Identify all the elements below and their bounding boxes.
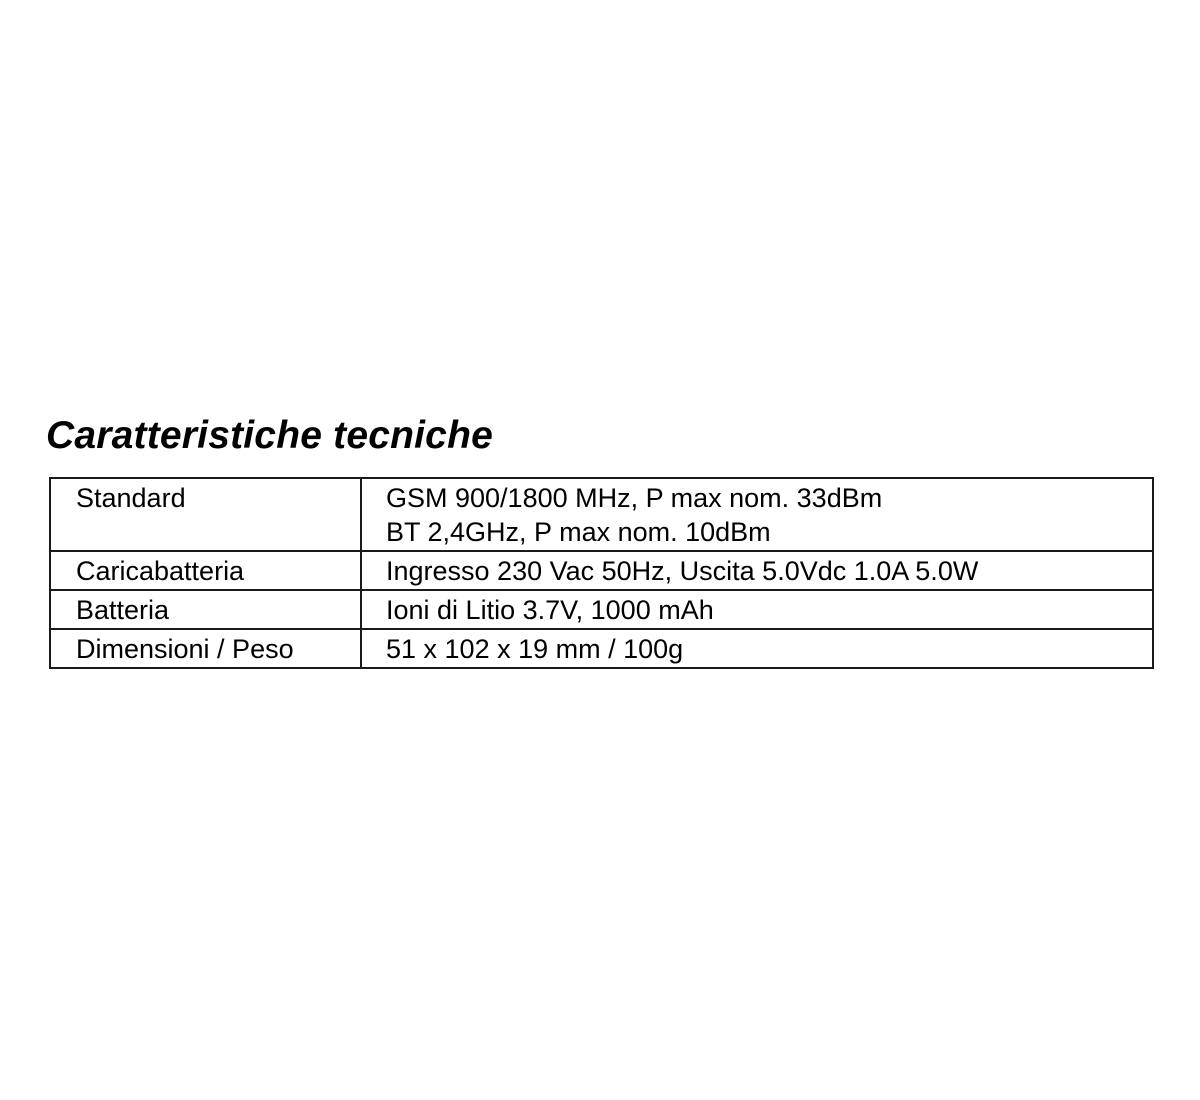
table-row (50, 629, 1153, 668)
spec-label: Standard (50, 478, 361, 551)
spec-value-line: Ioni di Litio 3.7V, 1000 mAh (386, 595, 714, 625)
spec-value-line: GSM 900/1800 MHz, P max nom. 33dBm (386, 483, 883, 513)
table-row (50, 478, 1153, 551)
spec-value (361, 590, 1153, 629)
spec-value (361, 551, 1153, 590)
spec-value (361, 478, 1153, 551)
table-row (50, 590, 1153, 629)
spec-value-line: Ingresso 230 Vac 50Hz, Uscita 5.0Vdc 1.0A 5.0W (386, 556, 979, 586)
specs-table (49, 477, 1154, 669)
spec-label: Dimensioni / Peso (50, 629, 361, 668)
spec-value (361, 629, 1153, 668)
spec-label: Batteria (50, 590, 361, 629)
spec-value-line: 51 x 102 x 19 mm / 100g (386, 634, 684, 664)
page-title: Caratteristiche tecniche (46, 414, 493, 457)
spec-label: Caricabatteria (50, 551, 361, 590)
table-row (50, 551, 1153, 590)
spec-value-line: BT 2,4GHz, P max nom. 10dBm (386, 517, 771, 547)
